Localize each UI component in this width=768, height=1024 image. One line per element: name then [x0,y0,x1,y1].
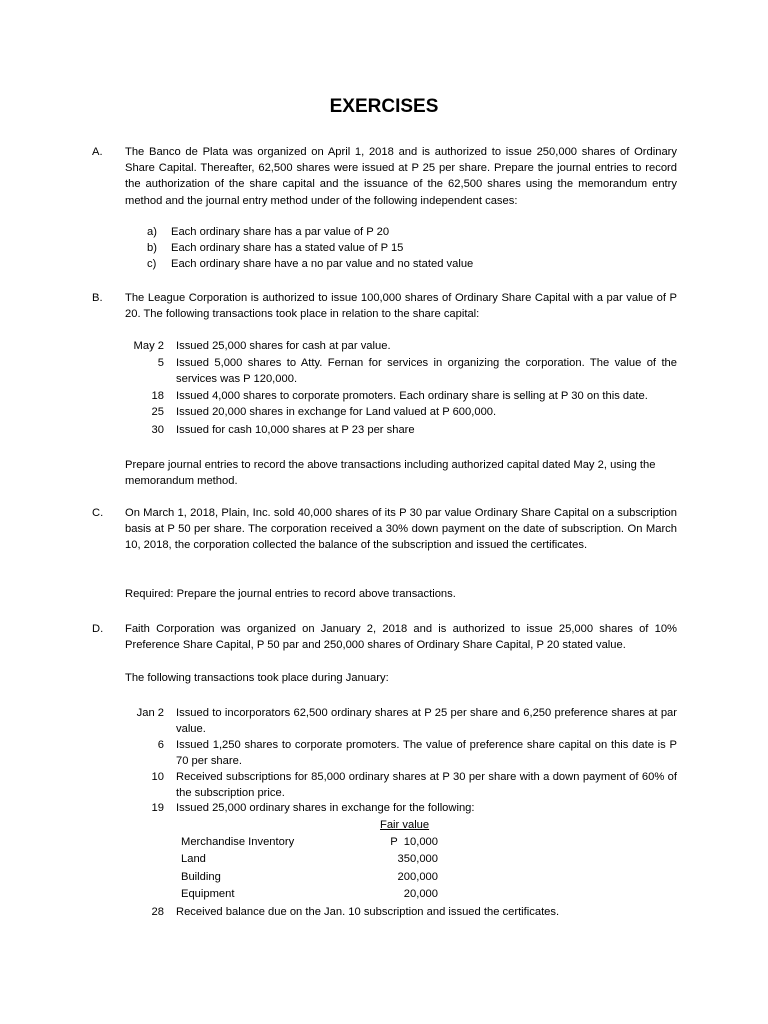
transaction-date: 6 [157,739,164,751]
transaction-text: Issued 20,000 shares in exchange for Land valued at P 600,000. [176,406,497,418]
transaction-row [0,705,768,736]
transaction-row [0,737,768,768]
transaction-date: 18 [151,390,164,402]
case-item [0,240,768,256]
asset-value: 200,000 [397,871,438,883]
case-text: Each ordinary share has a par value of P 20 [171,226,390,238]
case-text: Each ordinary share have a no par value and no stated value [171,258,474,270]
page-title: EXERCISES [329,96,439,117]
transaction-text: Issued 1,250 shares to corporate promoters. The value of preference share capital on this date is P 70 per share. [176,739,677,768]
transaction-row [0,422,768,438]
exercise-text: Faith Corporation was organized on January 2, 2018 and is authorized to issue 25,000 shares of 10% Preference Share Capital, P 50 par and 250,000 shares of Ordinary Share Capital, P 20 stated value. [125,623,677,652]
asset-name: Merchandise Inventory [181,836,295,848]
exercise-instruction: Prepare journal entries to record the above transactions including authorized capital dated May 2, using the memorandum method. [125,459,656,488]
exercise-letter: B. [92,292,103,304]
transactions-intro: The following transactions took place during January: [125,672,389,684]
transaction-text: Issued 4,000 shares to corporate promoters. Each ordinary share is selling at P 30 on this date. [176,390,648,402]
fair-value-header-row [0,817,768,833]
transaction-row [0,404,768,420]
asset-name: Building [181,871,221,883]
transaction-text: Received subscriptions for 85,000 ordinary shares at P 30 per share with a down payment of 60% of the subscription price. [176,771,677,800]
transaction-date: 28 [151,906,164,918]
transaction-row [0,769,768,800]
exercise-required: Required: Prepare the journal entries to record above transactions. [125,588,456,600]
transaction-text: Issued 25,000 ordinary shares in exchange for the following: [176,802,475,814]
transaction-text: Issued for cash 10,000 shares at P 23 per share [176,424,415,436]
case-item [0,224,768,240]
asset-value: P 10,000 [390,836,438,848]
transaction-date: May 2 [133,340,164,352]
asset-name: Land [181,853,206,865]
transaction-date: 30 [151,424,164,436]
transaction-row [0,800,768,816]
transaction-date: 25 [151,406,164,418]
asset-name: Equipment [181,888,235,900]
transaction-date: 10 [151,771,164,783]
asset-value: 20,000 [403,888,438,900]
exercise-letter: A. [92,146,103,158]
transaction-text: Received balance due on the Jan. 10 subscription and issued the certificates. [176,906,560,918]
asset-row [0,834,768,850]
asset-row [0,869,768,885]
exercise-letter: D. [92,623,104,635]
fair-value-header: Fair value [380,819,430,831]
case-label: b) [147,242,157,254]
exercise-text: The League Corporation is authorized to issue 100,000 shares of Ordinary Share Capital with a par value of P 20. The following transactions took place in relation to the share capital: [125,292,677,321]
case-label: a) [147,226,157,238]
asset-row [0,886,768,902]
transaction-date: 5 [157,357,164,369]
case-text: Each ordinary share has a stated value of P 15 [171,242,404,254]
asset-value: 350,000 [397,853,438,865]
transaction-text: Issued to incorporators 62,500 ordinary shares at P 25 per share and 6,250 preference shares at par value. [176,707,677,736]
transaction-row [0,338,768,354]
transaction-row [0,355,768,386]
transaction-date: 19 [151,802,164,814]
transaction-row [0,388,768,404]
asset-row [0,851,768,867]
transaction-row [0,904,768,920]
exercise-text: On March 1, 2018, Plain, Inc. sold 40,000 shares of its P 30 par value Ordinary Share Capital on a subscription basis at P 50 per share. The corporation received a 30% down payment on the date of subscription. On March 10, 2018, the corporation collected the balance of the subscription and issued the certificates. [125,507,677,552]
transaction-text: Issued 5,000 shares to Atty. Fernan for services in organizing the corporation. The value of the services was P 120,000. [176,357,677,386]
case-label: c) [147,258,157,270]
transaction-text: Issued 25,000 shares for cash at par value. [176,340,391,352]
transaction-date: Jan 2 [136,707,164,719]
case-item [0,256,768,272]
exercise-text: The Banco de Plata was organized on April 1, 2018 and is authorized to issue 250,000 shares of Ordinary Share Capital. Thereafter, 62,500 shares were issued at P 25 per share. Prepare the journal entries to record the authorization of the share capital and the issuance of the 62,500 shares using the memorandum entry method and the journal entry method under of the following independent cases: [125,146,677,207]
exercise-letter: C. [92,507,104,519]
